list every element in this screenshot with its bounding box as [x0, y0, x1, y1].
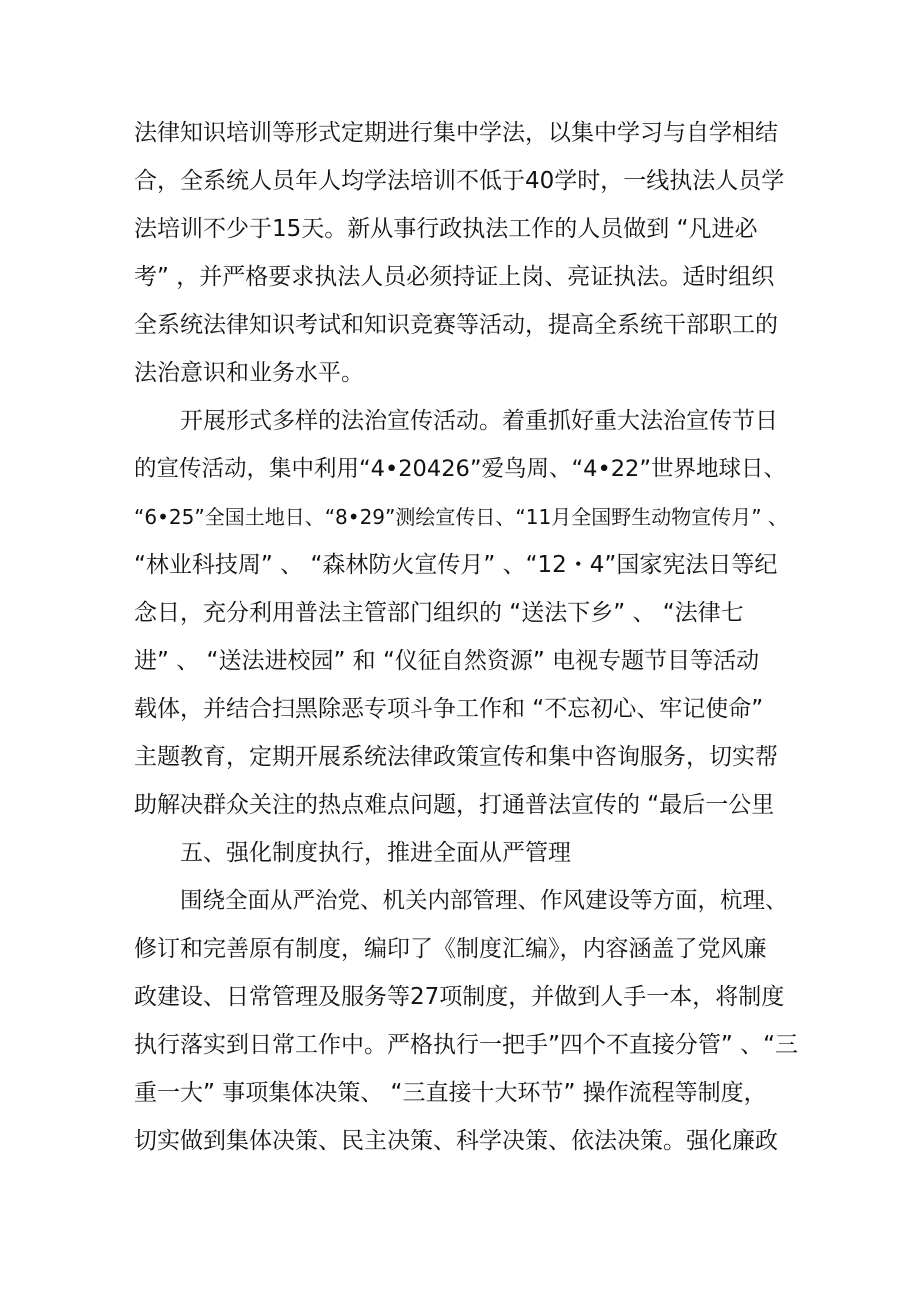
text-line: 政建设、日常管理及服务等27项制度，并做到人手一本，将制度 [134, 984, 785, 1010]
text-line: 重一大” 事项集体决策、 “三直接十大环节” 操作流程等制度， [134, 1080, 767, 1106]
paragraph-first-line: 开展形式多样的法治宣传活动。着重抓好重大法治宣传节日 [180, 408, 778, 434]
paragraph-first-line: 围绕全面从严治党、机关内部管理、作风建设等方面，杭理、 [180, 888, 788, 914]
text-line: 考” ，并严格要求执法人员必须持证上岗、亮证执法。适时组织 [134, 264, 775, 290]
text-line: “林业科技周” 、 “森林防火宣传月” 、“12・4”国家宪法日等纪 [134, 552, 778, 578]
text-line: 法培训不少于15天。新从事行政执法工作的人员做到 “凡进必 [134, 216, 758, 242]
text-line: 的宣传活动，集中利用“4•20426”爱鸟周、“4•22”世界地球日、 [134, 456, 787, 482]
text-line: 执行落实到日常工作中。严格执行一把手”四个不直接分管” 、“三 [134, 1032, 799, 1058]
section-heading: 五、强化制度执行，推进全面从严管理 [180, 840, 571, 866]
text-line: 载体，并结合扫黑除恶专项斗争工作和 “不忘初心、牢记使命” [134, 696, 764, 722]
text-line: 合，全系统人员年人均学法培训不低于40学时，一线执法人员学 [134, 168, 785, 194]
text-line: 切实做到集体决策、民主决策、科学决策、依法决策。强化廉政 [134, 1128, 778, 1154]
text-line: 助解决群众关注的热点难点问题，打通普法宣传的 “最后一公里 [134, 792, 775, 818]
text-line: 进” 、 “送法进校园” 和 “仪征自然资源” 电视专题节目等活动 [134, 648, 760, 674]
text-line: 全系统法律知识考试和知识竞赛等活动，提高全系统干部职工的 [134, 312, 778, 338]
text-line: 法律知识培训等形式定期进行集中学法，以集中学习与自学相结 [134, 120, 778, 146]
text-line: 主题教育，定期开展系统法律政策宣传和集中咨询服务，切实帮 [134, 744, 778, 770]
text-line: 念日，充分利用普法主管部门组织的 “送法下乡” 、 “法律七 [134, 600, 744, 626]
text-line: “6•25”全国土地日、“8•29”测绘宣传日、“11月全国野生动物宣传月” 、 [134, 505, 788, 529]
text-line: 法治意识和业务水平。 [134, 360, 364, 386]
text-line: 修订和完善原有制度，编印了《制度汇编》，内容涵盖了党风廉 [134, 936, 767, 962]
